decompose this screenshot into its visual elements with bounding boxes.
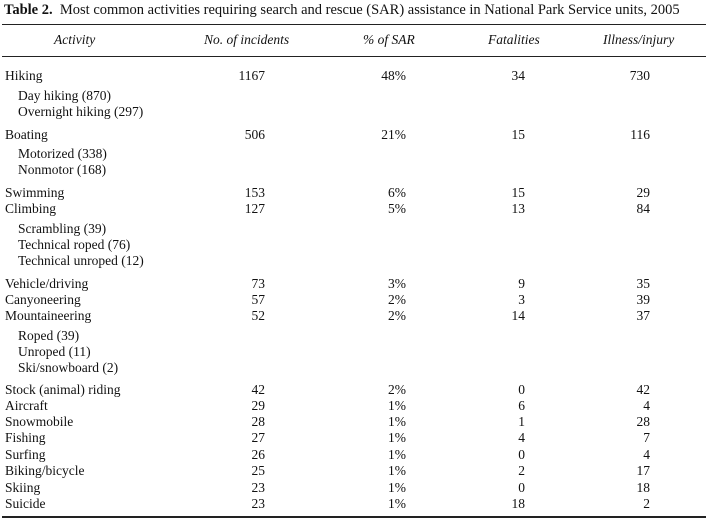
activity-cell: Canyoneering — [5, 292, 81, 307]
header-injury: Illness/injury — [603, 32, 675, 47]
activity-cell: Climbing — [5, 201, 57, 216]
activity-cell: Snowmobile — [5, 414, 74, 429]
sub-activity-cell: Technical unroped (12) — [18, 253, 144, 268]
pct-sar-cell: 1% — [388, 447, 406, 462]
pct-sar-cell: 2% — [388, 308, 406, 323]
fatalities-cell: 13 — [511, 201, 525, 216]
pct-sar-cell: 21% — [381, 127, 406, 142]
injury-cell: 7 — [643, 430, 650, 445]
pct-sar-cell: 5% — [388, 201, 406, 216]
incidents-cell: 23 — [251, 496, 265, 511]
incidents-cell: 127 — [244, 201, 265, 216]
sub-activity-cell: Roped (39) — [18, 328, 80, 343]
sub-activity-cell: Nonmotor (168) — [18, 162, 107, 177]
incidents-cell: 25 — [251, 463, 265, 478]
header-rule — [2, 56, 706, 57]
fatalities-cell: 34 — [511, 68, 525, 83]
activity-cell: Hiking — [5, 68, 43, 83]
caption-label: Table 2. — [4, 2, 53, 18]
header-incidents: No. of incidents — [204, 32, 290, 47]
activity-cell: Skiing — [5, 480, 41, 495]
fatalities-cell: 2 — [518, 463, 525, 478]
activity-cell: Aircraft — [5, 398, 48, 413]
fatalities-cell: 0 — [518, 382, 525, 397]
activity-cell: Boating — [5, 127, 48, 142]
pct-sar-cell: 48% — [381, 68, 406, 83]
pct-sar-cell: 1% — [388, 398, 406, 413]
incidents-cell: 57 — [251, 292, 265, 307]
incidents-cell: 26 — [251, 447, 265, 462]
injury-cell: 18 — [636, 480, 650, 495]
incidents-cell: 153 — [244, 185, 265, 200]
incidents-cell: 1167 — [238, 68, 265, 83]
fatalities-cell: 14 — [511, 308, 525, 323]
sub-activity-cell: Technical roped (76) — [18, 237, 131, 252]
header-fatalities: Fatalities — [488, 32, 540, 47]
table-caption — [4, 2, 680, 19]
pct-sar-cell: 1% — [388, 496, 406, 511]
injury-cell: 4 — [643, 447, 650, 462]
injury-cell: 35 — [636, 276, 650, 291]
injury-cell: 84 — [636, 201, 650, 216]
incidents-cell: 28 — [251, 414, 265, 429]
fatalities-cell: 18 — [511, 496, 525, 511]
pct-sar-cell: 6% — [388, 185, 406, 200]
fatalities-cell: 0 — [518, 480, 525, 495]
incidents-cell: 73 — [251, 276, 265, 291]
pct-sar-cell: 1% — [388, 430, 406, 445]
caption-text: Most common activities requiring search and rescue (SAR) assistance in National Park Service units, 2005 — [59, 2, 680, 18]
injury-cell: 4 — [643, 398, 650, 413]
injury-cell: 116 — [630, 127, 650, 142]
injury-cell: 37 — [636, 308, 650, 323]
injury-cell: 17 — [636, 463, 650, 478]
injury-cell: 730 — [629, 68, 650, 83]
pct-sar-cell: 2% — [388, 292, 406, 307]
sub-activity-cell: Day hiking (870) — [18, 88, 111, 103]
injury-cell: 29 — [636, 185, 650, 200]
injury-cell: 28 — [636, 414, 650, 429]
pct-sar-cell: 1% — [388, 480, 406, 495]
activity-cell: Surfing — [5, 447, 46, 462]
fatalities-cell: 1 — [518, 414, 525, 429]
incidents-cell: 29 — [251, 398, 265, 413]
activity-cell: Biking/bicycle — [5, 463, 85, 478]
pct-sar-cell: 3% — [388, 276, 406, 291]
header-pct-sar: % of SAR — [363, 32, 415, 47]
sub-activity-cell: Ski/snowboard (2) — [18, 360, 119, 375]
pct-sar-cell: 2% — [388, 382, 406, 397]
sub-activity-cell: Motorized (338) — [18, 146, 107, 161]
sub-activity-cell: Overnight hiking (297) — [18, 104, 144, 119]
fatalities-cell: 9 — [518, 276, 525, 291]
activity-cell: Fishing — [5, 430, 46, 445]
fatalities-cell: 0 — [518, 447, 525, 462]
pct-sar-cell: 1% — [388, 414, 406, 429]
pct-sar-cell: 1% — [388, 463, 406, 478]
activity-cell: Stock (animal) riding — [5, 382, 121, 397]
activity-cell: Vehicle/driving — [5, 276, 89, 291]
injury-cell: 39 — [636, 292, 650, 307]
bottom-rule — [2, 516, 706, 518]
fatalities-cell: 15 — [511, 127, 525, 142]
fatalities-cell: 15 — [511, 185, 525, 200]
incidents-cell: 23 — [251, 480, 265, 495]
injury-cell: 42 — [636, 382, 650, 397]
sub-activity-cell: Unroped (11) — [18, 344, 91, 359]
incidents-cell: 27 — [251, 430, 265, 445]
top-rule — [2, 24, 706, 25]
incidents-cell: 506 — [244, 127, 265, 142]
fatalities-cell: 4 — [518, 430, 525, 445]
fatalities-cell: 3 — [518, 292, 525, 307]
activity-cell: Swimming — [5, 185, 65, 200]
activity-cell: Mountaineering — [5, 308, 92, 323]
fatalities-cell: 6 — [518, 398, 525, 413]
activity-cell: Suicide — [5, 496, 46, 511]
incidents-cell: 52 — [251, 308, 265, 323]
header-activity: Activity — [54, 32, 96, 47]
sub-activity-cell: Scrambling (39) — [18, 221, 107, 236]
injury-cell: 2 — [643, 496, 650, 511]
incidents-cell: 42 — [251, 382, 265, 397]
